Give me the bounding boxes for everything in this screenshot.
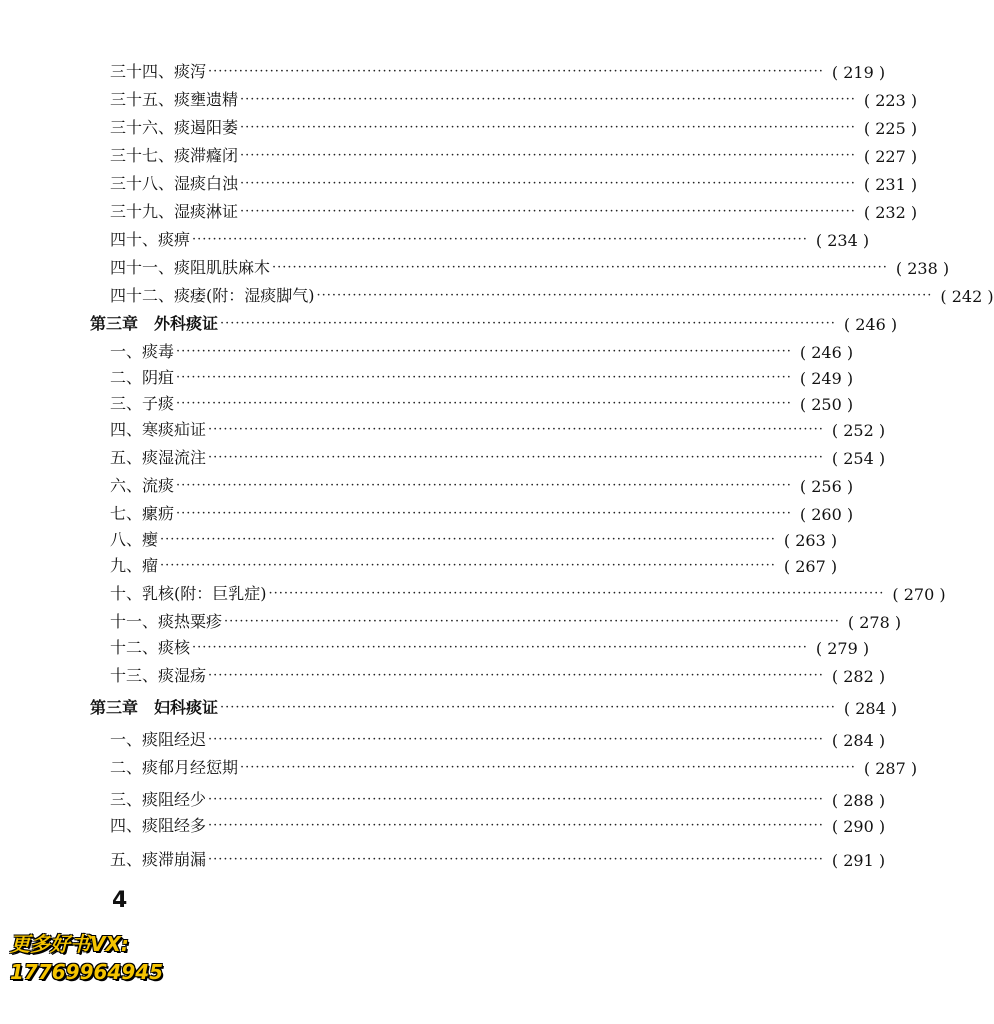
toc-entry-row [90,114,918,138]
dot-leader: ························································································································ [240,120,856,135]
toc-title: 七、瘰疬 [110,504,175,523]
toc-entry-row [90,552,838,576]
toc-page-number: ( 219 ) [831,63,886,82]
toc-title: 一、痰毒 [110,342,175,361]
dot-leader: ························································································································ [224,614,840,629]
toc-page-number: ( 260 ) [799,505,854,524]
toc-page-number: ( 225 ) [863,119,918,138]
dot-leader: ························································································································ [240,176,856,191]
dot-leader: ························································································································ [208,792,824,807]
page-number: 4 [112,888,128,913]
toc-entry-row [90,812,886,836]
toc-title: 三十六、痰遏阳萎 [110,118,239,137]
toc-entry-row [90,500,854,524]
toc-entry-row [90,338,854,362]
toc-title: 一、痰阻经迟 [110,730,207,749]
toc-title: 八、瘿 [110,530,159,549]
toc-page-number: ( 284 ) [843,699,898,718]
toc-entry-row [90,726,886,750]
toc-page-number: ( 227 ) [863,147,918,166]
toc-chapter-row [90,310,898,334]
toc-entry-row [90,662,886,686]
dot-leader: ························································································································ [240,92,856,107]
toc-page-number: ( 246 ) [843,315,898,334]
toc-title: 十二、痰核 [110,638,191,657]
toc-entry-row [90,634,870,658]
toc-title: 四十一、痰阻肌肤麻木 [110,258,271,277]
toc-page-number: ( 290 ) [831,817,886,836]
toc-entry-row [90,416,886,440]
dot-leader: ························································································································ [208,450,824,465]
dot-leader: ························································································································ [208,818,824,833]
toc-entry-row [90,226,870,250]
toc-entry-row [90,170,918,194]
dot-leader: ························································································································ [160,532,776,547]
toc-page-number: ( 282 ) [831,667,886,686]
toc-page-number: ( 291 ) [831,851,886,870]
toc-page-number: ( 242 ) [940,287,994,306]
watermark-line-2: 17769964945 [10,960,164,984]
dot-leader: ························································································································ [208,732,824,747]
toc-entry-row [90,390,854,414]
toc-page-number: ( 279 ) [815,639,870,658]
toc-page-number: ( 278 ) [847,613,902,632]
toc-title: 六、流痰 [110,476,175,495]
toc-title: 三十五、痰壅遗精 [110,90,239,109]
toc-page-number: ( 263 ) [783,531,838,550]
toc-entry-row [90,846,886,870]
toc-title: 三十四、痰泻 [110,62,207,81]
toc-entry-row [90,142,918,166]
toc-entry-row [90,364,854,388]
toc-title: 四、痰阻经多 [110,816,207,835]
toc-entry-row [90,254,950,278]
toc-title: 四十、痰痹 [110,230,191,249]
toc-entry-row [90,198,918,222]
watermark [10,930,163,986]
toc-entry-row [90,86,918,110]
toc-page-number: ( 256 ) [799,477,854,496]
toc-entry-row [90,58,886,82]
dot-leader: ························································································································ [176,478,792,493]
toc-title: 九、瘤 [110,556,159,575]
toc-page-number: ( 234 ) [815,231,870,250]
toc-entry-row [90,608,902,632]
toc-title: 第三章 外科痰证 [90,314,219,333]
toc-title: 第三章 妇科痰证 [90,698,219,717]
watermark-line-1: 更多好书VX: [10,932,129,956]
dot-leader: ························································································································ [272,260,888,275]
toc-page-number: ( 232 ) [863,203,918,222]
toc-title: 二、阴疽 [110,368,175,387]
toc-page-number: ( 254 ) [831,449,886,468]
toc-entry-row [90,472,854,496]
toc-title: 三十九、湿痰淋证 [110,202,239,221]
toc-page-number: ( 223 ) [863,91,918,110]
toc-page-number: ( 252 ) [831,421,886,440]
dot-leader: ························································································································ [208,422,824,437]
dot-leader: ························································································································ [316,288,933,303]
toc-page-number: ( 270 ) [892,585,946,604]
toc-entry-row [90,444,886,468]
toc-page-number: ( 250 ) [799,395,854,414]
dot-leader: ························································································································ [192,640,808,655]
toc-entry-row [90,786,886,810]
toc-page-number: ( 246 ) [799,343,854,362]
dot-leader: ························································································································ [220,700,836,715]
toc-entry-row [90,580,946,604]
toc-title: 四、寒痰疝证 [110,420,207,439]
dot-leader: ························································································································ [160,558,776,573]
toc-title: 三、痰阻经少 [110,790,207,809]
toc-entry-row [90,282,994,306]
toc-title: 十三、痰湿疡 [110,666,207,685]
toc-title: 四十二、痰痿(附：湿痰脚气) [110,286,315,305]
toc-title: 二、痰郁月经愆期 [110,758,239,777]
toc-chapter-row [90,694,898,718]
toc-title: 十一、痰热粟疹 [110,612,223,631]
toc-page-number: ( 238 ) [895,259,950,278]
toc-entry-row [90,754,918,778]
dot-leader: ························································································································ [176,396,792,411]
toc-entry-row [90,526,838,550]
dot-leader: ························································································································ [240,204,856,219]
toc-title: 五、痰滞崩漏 [110,850,207,869]
dot-leader: ························································································································ [176,506,792,521]
toc-title: 五、痰湿流注 [110,448,207,467]
toc-page-number: ( 287 ) [863,759,918,778]
toc-title: 三、子痰 [110,394,175,413]
dot-leader: ························································································································ [176,344,792,359]
dot-leader: ························································································································ [268,586,885,601]
toc-title: 三十七、痰滞癃闭 [110,146,239,165]
toc-page-number: ( 249 ) [799,369,854,388]
toc-title: 十、乳核(附：巨乳症) [110,584,267,603]
dot-leader: ························································································································ [208,852,824,867]
toc-page-number: ( 231 ) [863,175,918,194]
dot-leader: ························································································································ [220,316,836,331]
dot-leader: ························································································································ [208,668,824,683]
toc-page-number: ( 267 ) [783,557,838,576]
toc-page-number: ( 288 ) [831,791,886,810]
dot-leader: ························································································································ [240,760,856,775]
dot-leader: ························································································································ [176,370,792,385]
dot-leader: ························································································································ [192,232,808,247]
toc-title: 三十八、湿痰白浊 [110,174,239,193]
dot-leader: ························································································································ [208,64,824,79]
dot-leader: ························································································································ [240,148,856,163]
toc-page-number: ( 284 ) [831,731,886,750]
